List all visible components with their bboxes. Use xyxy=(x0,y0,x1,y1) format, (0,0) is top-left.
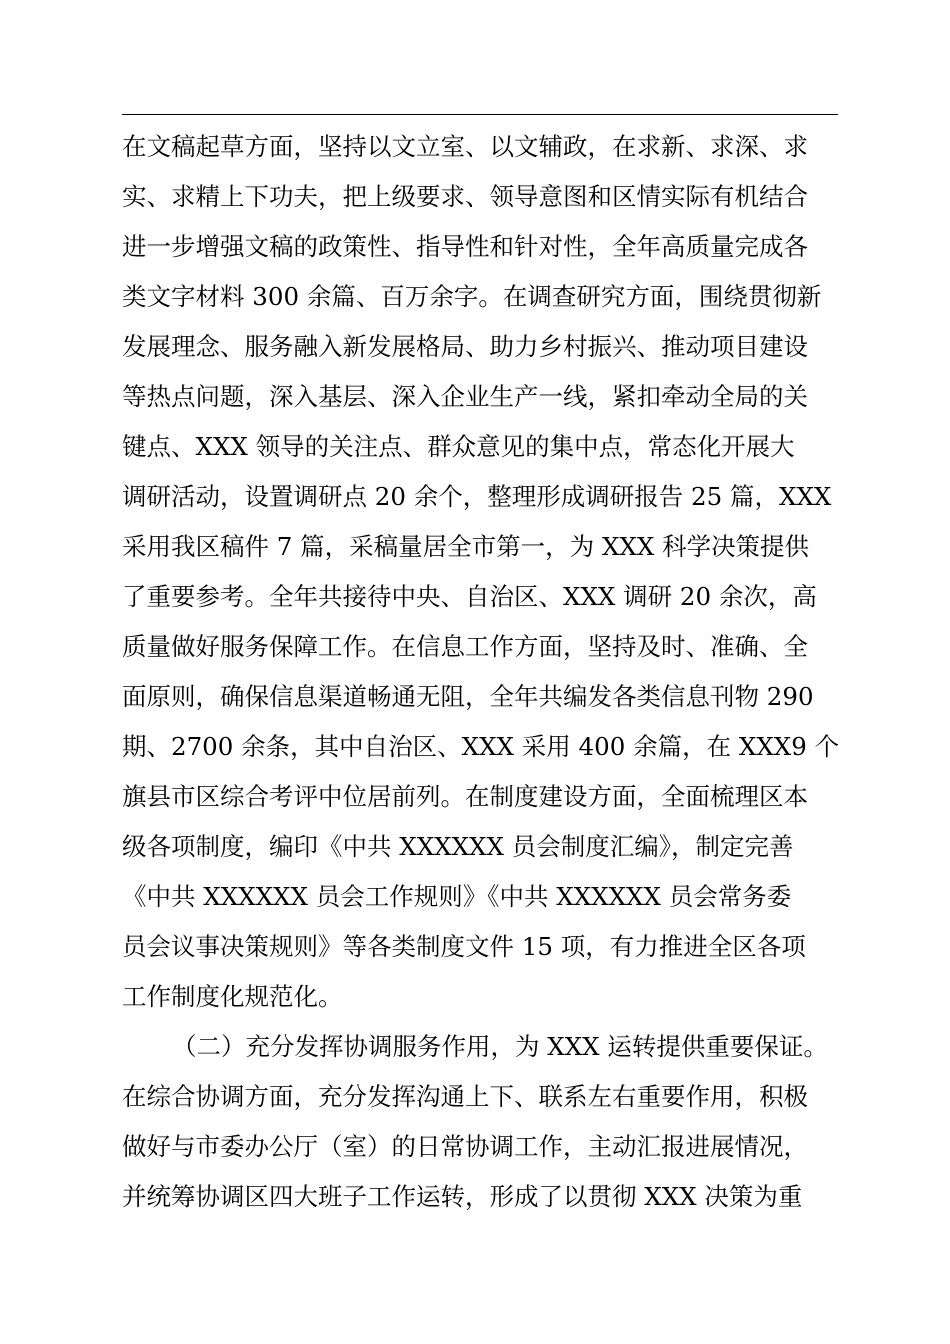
text-line: 《中共 XXXXXX 员会工作规则》《中共 XXXXXX 员会常务委 xyxy=(122,882,792,911)
text-line: 员会议事决策规则》等各类制度文件 15 项，有力推进全区各项 xyxy=(122,932,806,961)
section-heading: （二）充分发挥协调服务作用，为 XXX 运转提供重要保证。 xyxy=(172,1032,828,1061)
header-rule xyxy=(122,114,838,115)
text-line: 调研活动，设置调研点 20 余个，整理形成调研报告 25 篇，XXX xyxy=(122,482,832,511)
text-line: 并统筹协调区四大班子工作运转，形成了以贯彻 XXX 决策为重 xyxy=(122,1182,803,1211)
text-line: 实、求精上下功夫，把上级要求、领导意图和区情实际有机结合 xyxy=(122,182,808,211)
text-line: 类文字材料 300 余篇、百万余字。在调查研究方面，围绕贯彻新 xyxy=(122,282,822,311)
text-line: 做好与市委办公厅（室）的日常协调工作，主动汇报进展情况， xyxy=(122,1132,808,1161)
text-line: 质量做好服务保障工作。在信息工作方面，坚持及时、准确、全 xyxy=(122,632,808,661)
text-line: 在文稿起草方面，坚持以文立室、以文辅政，在求新、求深、求 xyxy=(122,132,808,161)
text-line: 面原则，确保信息渠道畅通无阻，全年共编发各类信息刊物 290 xyxy=(122,682,814,711)
text-line: 了重要参考。全年共接待中央、自治区、XXX 调研 20 余次，高 xyxy=(122,582,817,611)
text-line: 进一步增强文稿的政策性、指导性和针对性，全年高质量完成各 xyxy=(122,232,808,261)
text-line: 工作制度化规范化。 xyxy=(122,982,343,1011)
text-line: 在综合协调方面，充分发挥沟通上下、联系左右重要作用，积极 xyxy=(122,1082,808,1111)
text-line: 等热点问题，深入基层、深入企业生产一线，紧扣牵动全局的关 xyxy=(122,382,808,411)
text-line: 旗县市区综合考评中位居前列。在制度建设方面，全面梳理区本 xyxy=(122,782,808,811)
body-text xyxy=(122,122,842,1222)
text-line: 采用我区稿件 7 篇，采稿量居全市第一，为 XXX 科学决策提供 xyxy=(122,532,810,561)
text-line: 发展理念、服务融入新发展格局、助力乡村振兴、推动项目建设 xyxy=(122,332,808,361)
text-line: 期、2700 余条，其中自治区、XXX 采用 400 余篇，在 XXX9 个 xyxy=(122,732,840,761)
text-line: 键点、XXX 领导的关注点、群众意见的集中点，常态化开展大 xyxy=(122,432,795,461)
text-line: 级各项制度，编印《中共 XXXXXX 员会制度汇编》，制定完善 xyxy=(122,832,794,861)
